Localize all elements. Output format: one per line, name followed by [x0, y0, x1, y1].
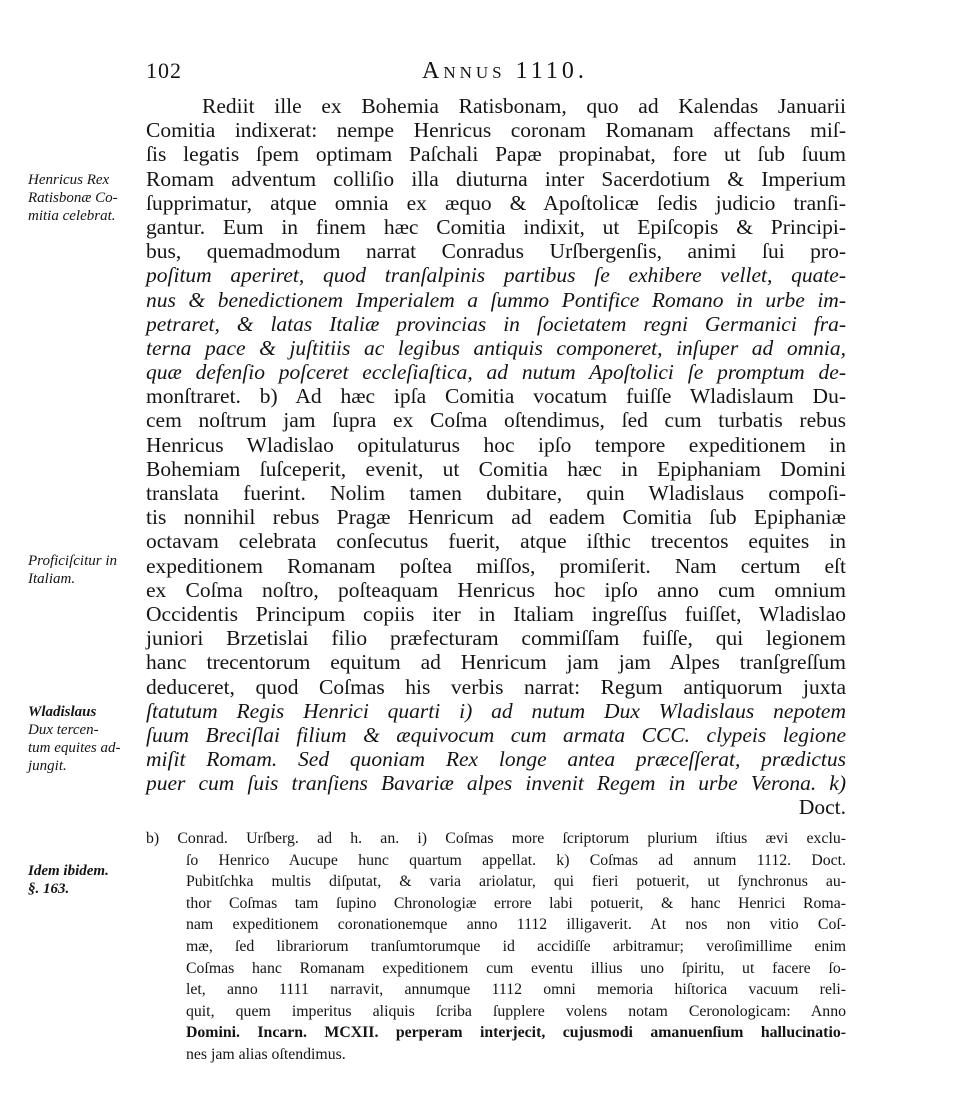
body-line: translata fuerint. Nolim tamen dubitare, quin Wladislaus compoſi- [146, 481, 846, 505]
marginal-note-henricus [28, 171, 146, 225]
footnote-line: ſo Henrico Aucupe hunc quartum appellat. k) Coſmas ad annum 1112. Doct. [186, 851, 846, 869]
footnote-line: nam expeditionem coronationemque anno 1112 illigaverit. At nos non vitio Coſ- [186, 916, 846, 934]
footnote-line: quit, quem imperitus aliquis ſcriba ſupplere volens notam Ceronologicam: Anno [186, 1002, 846, 1020]
body-line: Occidentis Principum copiis iter in Italiam ingreſſus fuiſſet, Wladislao [146, 601, 846, 626]
body-line: tis nonnihil rebus Pragæ Henricum ad eadem Comitia ſub Epiphaniæ [146, 505, 846, 530]
marginal-line: Ratisbonæ Co- [28, 190, 118, 206]
footnote-line: Coſmas hanc Romanam expeditionem cum eventu illius uno ſpiritu, ut facere ſo- [186, 959, 846, 977]
marginal-line: §. 163. [28, 881, 70, 897]
footnote-line: Pubitſchka multis diſputat, & varia ariolatur, qui fieri potuerit, ut ſynchronus au- [186, 873, 846, 891]
body-line: expeditionem Romanam poſtea miſſos, promiſerit. Nam certum eſt [146, 553, 846, 578]
body-line: bus, quemadmodum narrat Conradus Urſbergenſis, animi ſui pro- [146, 239, 846, 264]
marginal-line: tum equites ad- [28, 740, 121, 756]
body-line: octavam celebrata conſecutus fuerit, atque iſthic trecentos equites in [146, 529, 846, 554]
footnote-line: thor Coſmas tam ſupino Chronologiæ errore labi potuerit, & hanc Henrici Roma- [186, 894, 846, 912]
body-line: ſis legatis ſpem optimam Paſchali Papæ propinabat, fore ut ſub ſuum [146, 142, 846, 167]
body-line-quote: miſit Romam. Sed quoniam Rex longe antea præceſſerat, prædictus [146, 747, 846, 772]
body-line: juniori Brzetislai filio præfecturam commiſſam fuiſſe, qui legionem [146, 626, 846, 651]
marginal-line: Dux tercen- [28, 722, 99, 738]
marginal-note-proficiscitur [28, 552, 146, 588]
running-head: Annus 1110. [422, 58, 588, 84]
body-line-quote: nus & benedictionem Imperialem a ſummo Pontifice Romano in urbe im- [146, 287, 846, 312]
footnote-line: mæ, ſed librariorum tranſumtorumque id accidiſſe arbitramur; veroſimillime enim [186, 937, 846, 955]
body-line-quote: petraret, & latas Italiæ provincias in ſocietatem regni Germanici fra- [146, 311, 846, 336]
footnote-line: nes jam alias oſtendimus. [186, 1045, 346, 1063]
body-line: Rediit ille ex Bohemia Ratisbonam, quo ad Kalendas Januarii [202, 94, 846, 118]
marginal-line: Idem ibidem. [28, 863, 109, 879]
body-line-quote: puer cum ſuis tranſiens Bavariæ alpes invenit Regem in urbe Verona. k) [146, 771, 846, 796]
body-line: Henricus Wladislao opitulaturus hoc ipſo tempore expeditionem in [146, 432, 846, 457]
body-line-quote: ſtatutum Regis Henrici quarti i) ad nutum Dux Wladislaus nepotem [146, 698, 846, 723]
body-line: ſupprimatur, atque omnia ex æquo & Apoſtolicæ ſedis judicio tranſi- [146, 190, 846, 215]
footnotes [146, 828, 846, 1066]
body-line-quote: quæ defenſio poſceret eccleſiaſtica, ad nutum Apoſtolici ſe promptum de- [146, 360, 846, 385]
footnote-line: b) Conrad. Urſberg. ad h. an. i) Coſmas more ſcriptorum plurium iſtius ævi exclu- [146, 830, 846, 847]
body-line-quote: ſuum Breciſlai filium & æquivocum cum armata CCC. clypeis legione [146, 722, 846, 747]
marginal-line: Proficiſcitur in [28, 553, 118, 569]
body-line-quote: terna pace & juſtitiis ac legibus antiquis componeret, inſuper ad omnia, [146, 335, 846, 360]
footnote-line: let, anno 1111 narravit, annumque 1112 omni memoria hiſtorica vacuum reli- [186, 981, 846, 999]
body-line: deduceret, quod Coſmas his verbis narrat: Regum antiquorum juxta [146, 674, 846, 699]
body-line: cem noſtrum jam ſupra ex Coſma oſtendimus, ſed cum turbatis rebus [146, 408, 846, 433]
marginal-line: Italiam. [28, 571, 76, 587]
body-line: gantur. Eum in finem hæc Comitia indixit, ut Epiſcopis & Principi- [146, 214, 846, 239]
body-line: Bohemiam ſuſceperit, evenit, ut Comitia hæc in Epiphaniam Domini [146, 456, 846, 481]
body-line: Romam adventum colliſio illa diuturna inter Sacerdotium & Imperium [146, 166, 846, 191]
page-number: 102 [146, 58, 182, 83]
catchword: Doct. [798, 795, 846, 820]
page-header [0, 58, 960, 88]
body-line: Comitia indixerat: nempe Henricus coronam Romanam affectans miſ- [146, 118, 846, 143]
body-line-quote: poſitum aperiret, quod tranſalpinis partibus ſe exhibere vellet, quate- [146, 263, 846, 288]
marginal-line: mitia celebrat. [28, 208, 116, 224]
body-line: hanc trecentorum equitum ad Henricum jam jam Alpes tranſgreſſum [146, 650, 846, 675]
marginal-line: Wladislaus [28, 704, 97, 720]
body-text [146, 94, 846, 820]
marginal-line: jungit. [28, 758, 67, 774]
marginal-line: Henricus Rex [28, 172, 110, 188]
footnote-line: Domini. Incarn. MCXII. perperam interjecit, cujusmodi amanuenſium hallucinatio- [186, 1024, 846, 1042]
body-line: ex Coſma noſtro, poſteaquam Henricus hoc ipſo anno cum omnium [146, 577, 846, 602]
marginal-note-wladislaus [28, 703, 146, 775]
body-line: monſtraret. b) Ad hæc ipſa Comitia vocatum fuiſſe Wladislaum Du- [146, 384, 846, 409]
marginal-note-idem [28, 862, 146, 898]
